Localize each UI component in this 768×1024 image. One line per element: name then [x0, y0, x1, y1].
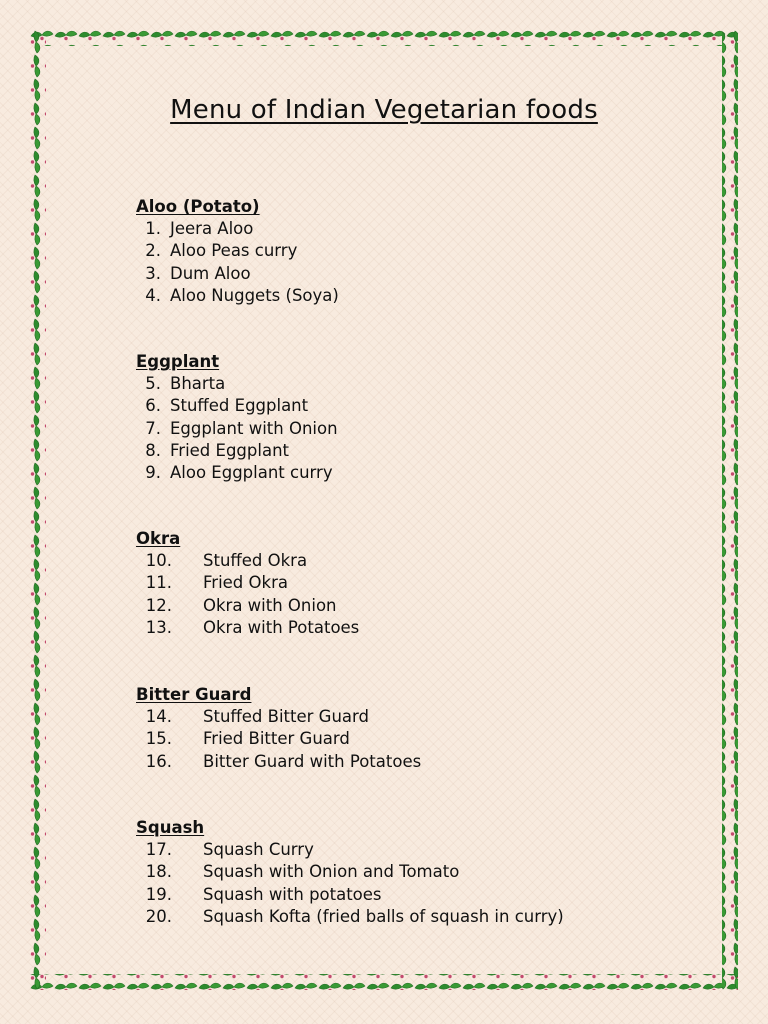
item-number: 10.	[145, 551, 172, 570]
item-number: 8.	[145, 440, 161, 460]
menu-list	[136, 550, 360, 639]
item-name: Jeera Aloo	[170, 219, 254, 238]
menu-item	[136, 572, 288, 594]
section-heading: Eggplant	[136, 352, 220, 371]
item-name: Okra with Onion	[203, 595, 337, 615]
menu-item	[136, 395, 309, 417]
item-name: Bitter Guard with Potatoes	[203, 751, 422, 771]
item-name: Fried Okra	[203, 573, 288, 593]
menu-item	[136, 861, 460, 883]
menu-item	[136, 617, 360, 639]
menu-list	[136, 218, 339, 307]
menu-item	[136, 728, 350, 750]
item-name: Fried Eggplant	[170, 440, 289, 460]
item-name: Squash Kofta (fried balls of squash in curry)	[203, 906, 564, 926]
item-name: Bharta	[170, 374, 226, 393]
item-number: 5.	[145, 374, 161, 393]
menu-item	[136, 218, 260, 240]
border-right	[722, 30, 738, 990]
item-name: Eggplant with Onion	[170, 418, 338, 438]
menu-list	[136, 373, 338, 484]
item-name: Stuffed Okra	[203, 551, 308, 570]
item-name: Squash with Onion and Tomato	[203, 862, 460, 882]
item-name: Okra with Potatoes	[203, 617, 360, 637]
menu-item	[136, 462, 333, 484]
item-name: Squash Curry	[203, 840, 314, 859]
menu-item	[136, 550, 308, 572]
menu-item	[136, 373, 226, 395]
item-name: Stuffed Bitter Guard	[203, 707, 369, 726]
item-name: Fried Bitter Guard	[203, 729, 350, 749]
item-number: 7.	[145, 418, 161, 438]
item-number: 16.	[145, 751, 172, 771]
section-bitter-guard	[136, 684, 422, 773]
menu-item	[136, 884, 382, 906]
item-name: Aloo Peas curry	[170, 241, 298, 261]
border-bottom	[30, 974, 738, 990]
item-number: 6.	[145, 396, 161, 416]
section-heading: Aloo (Potato)	[136, 197, 260, 216]
section-squash	[136, 817, 564, 928]
menu-item	[136, 706, 369, 728]
item-number: 17.	[145, 840, 172, 859]
menu-item	[136, 263, 260, 285]
item-number: 12.	[145, 595, 172, 615]
item-number: 9.	[145, 463, 161, 483]
menu-item	[136, 839, 314, 861]
item-name: Aloo Eggplant curry	[170, 463, 333, 483]
section-heading: Squash	[136, 818, 205, 837]
border-left	[30, 30, 46, 990]
menu-list	[136, 839, 564, 928]
menu-item	[136, 285, 339, 307]
section-okra	[136, 528, 360, 639]
section-heading: Bitter Guard	[136, 685, 252, 704]
item-name: Aloo Nuggets (Soya)	[170, 285, 339, 305]
item-number: 4.	[145, 285, 161, 305]
item-number: 15.	[145, 729, 172, 749]
item-number: 11.	[145, 573, 172, 593]
menu-item	[136, 751, 422, 773]
menu-item	[136, 595, 337, 617]
item-number: 3.	[145, 263, 161, 283]
item-number: 1.	[145, 219, 161, 238]
border-top	[30, 30, 738, 46]
item-number: 2.	[145, 241, 161, 261]
item-name: Stuffed Eggplant	[170, 396, 309, 416]
menu-item	[136, 240, 298, 262]
item-number: 18.	[145, 862, 172, 882]
item-number: 19.	[145, 884, 172, 904]
section-eggplant	[136, 351, 338, 484]
item-number: 14.	[145, 707, 172, 726]
item-name: Squash with potatoes	[203, 884, 382, 904]
section-heading: Okra	[136, 529, 181, 548]
menu-item	[136, 440, 289, 462]
page-title: Menu of Indian Vegetarian foods	[170, 95, 598, 125]
item-number: 20.	[145, 906, 172, 926]
menu-item	[136, 906, 564, 928]
menu-item	[136, 418, 338, 440]
section-aloo	[136, 196, 339, 307]
item-name: Dum Aloo	[170, 263, 251, 283]
item-number: 13.	[145, 617, 172, 637]
menu-list	[136, 706, 422, 773]
